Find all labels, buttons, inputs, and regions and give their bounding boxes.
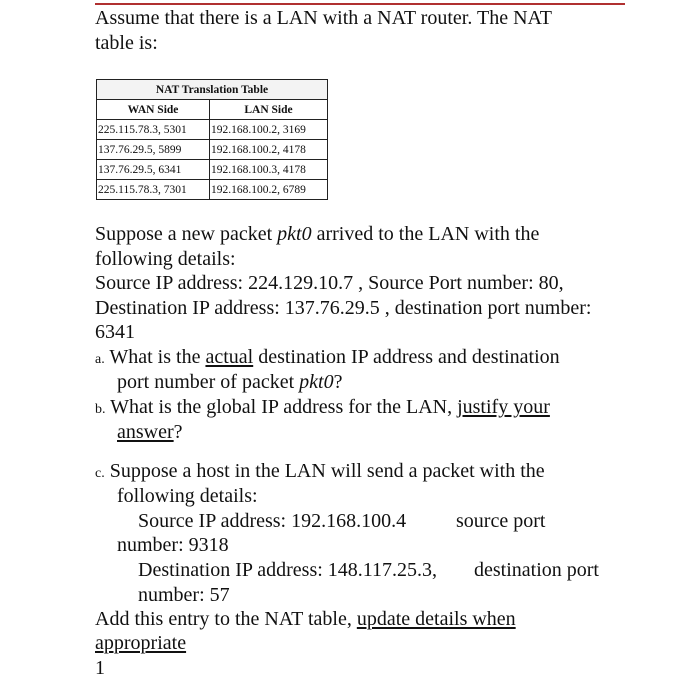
intro-text-1: Assume that there is a LAN with a NAT router. The NAT xyxy=(95,7,552,29)
destination-port-number: number: 57 xyxy=(138,584,230,606)
intro-text-2: table is: xyxy=(95,31,158,54)
question-c-line-2: following details: xyxy=(117,485,258,507)
source-port-number: number: 9318 xyxy=(117,534,229,556)
wan-cell: 225.115.78.3, 7301 xyxy=(97,180,210,200)
question-text: ? xyxy=(333,371,343,393)
wan-cell: 225.115.78.3, 5301 xyxy=(97,120,210,140)
source-port-label: source port xyxy=(456,510,546,532)
destination-ip-line: Destination IP address: 148.117.25.3, xyxy=(138,559,438,581)
source-ip-line: Source IP address: 192.168.100.4 xyxy=(138,510,407,532)
question-text: What is the global IP address for the LAN, xyxy=(105,396,458,418)
destination-details: Destination IP address: 137.76.29.5 , destination port number: xyxy=(95,296,592,319)
page-number: 1 xyxy=(95,657,105,679)
lan-cell: 192.168.100.2, 4178 xyxy=(210,140,328,160)
header-lan-side: LAN Side xyxy=(210,100,328,120)
question-b-marker: b. xyxy=(95,402,106,417)
question-b-line-2 xyxy=(117,420,183,444)
table-row xyxy=(97,140,328,160)
question-a-line-1 xyxy=(95,345,560,372)
instruction-line-2 xyxy=(95,631,186,655)
table-header-row xyxy=(97,100,328,120)
scenario-text: Suppose a new packet xyxy=(95,223,278,245)
instruction-text: Add this entry to the NAT table, xyxy=(95,608,357,630)
lan-cell: 192.168.100.3, 4178 xyxy=(210,160,328,180)
source-details: Source IP address: 224.129.10.7 , Source Port number: 80, xyxy=(95,272,564,294)
table-caption-row xyxy=(97,80,328,100)
table-row xyxy=(97,120,328,140)
question-b-line-1 xyxy=(95,395,550,422)
underlined-text: answer xyxy=(117,421,174,443)
question-text: port number of packet xyxy=(117,371,300,393)
table-row xyxy=(97,160,328,180)
instruction-line-1 xyxy=(95,607,516,631)
scenario-text: following details: xyxy=(95,247,236,270)
packet-name: pkt0 xyxy=(299,371,334,393)
header-wan-side: WAN Side xyxy=(97,100,210,120)
nat-translation-table xyxy=(96,79,328,200)
underlined-text: actual xyxy=(205,346,254,368)
intro-paragraph xyxy=(95,6,625,55)
packet-name: pkt0 xyxy=(277,223,312,245)
table-row xyxy=(97,180,328,200)
table-caption: NAT Translation Table xyxy=(97,80,328,100)
question-a-line-2 xyxy=(117,370,343,394)
destination-port-label: destination port xyxy=(474,559,599,581)
destination-port: 6341 xyxy=(95,321,135,343)
question-text: What is the xyxy=(104,346,206,368)
top-rule xyxy=(95,3,625,5)
question-c-marker: c. xyxy=(95,466,105,481)
scenario-text: arrived to the LAN with the xyxy=(311,223,540,245)
question-text: Suppose a host in the LAN will send a packet with the xyxy=(104,460,545,482)
wan-cell: 137.76.29.5, 6341 xyxy=(97,160,210,180)
underlined-text: update details when xyxy=(356,608,516,630)
underlined-text: appropriate xyxy=(95,632,187,654)
question-c-line-1 xyxy=(95,459,545,486)
underlined-text: justify your xyxy=(457,396,550,418)
lan-cell: 192.168.100.2, 6789 xyxy=(210,180,328,200)
scenario-paragraph xyxy=(95,222,625,345)
question-text: destination IP address and destination xyxy=(253,346,560,368)
question-text: ? xyxy=(173,421,183,443)
lan-cell: 192.168.100.2, 3169 xyxy=(210,120,328,140)
wan-cell: 137.76.29.5, 5899 xyxy=(97,140,210,160)
question-a-marker: a. xyxy=(95,352,105,367)
